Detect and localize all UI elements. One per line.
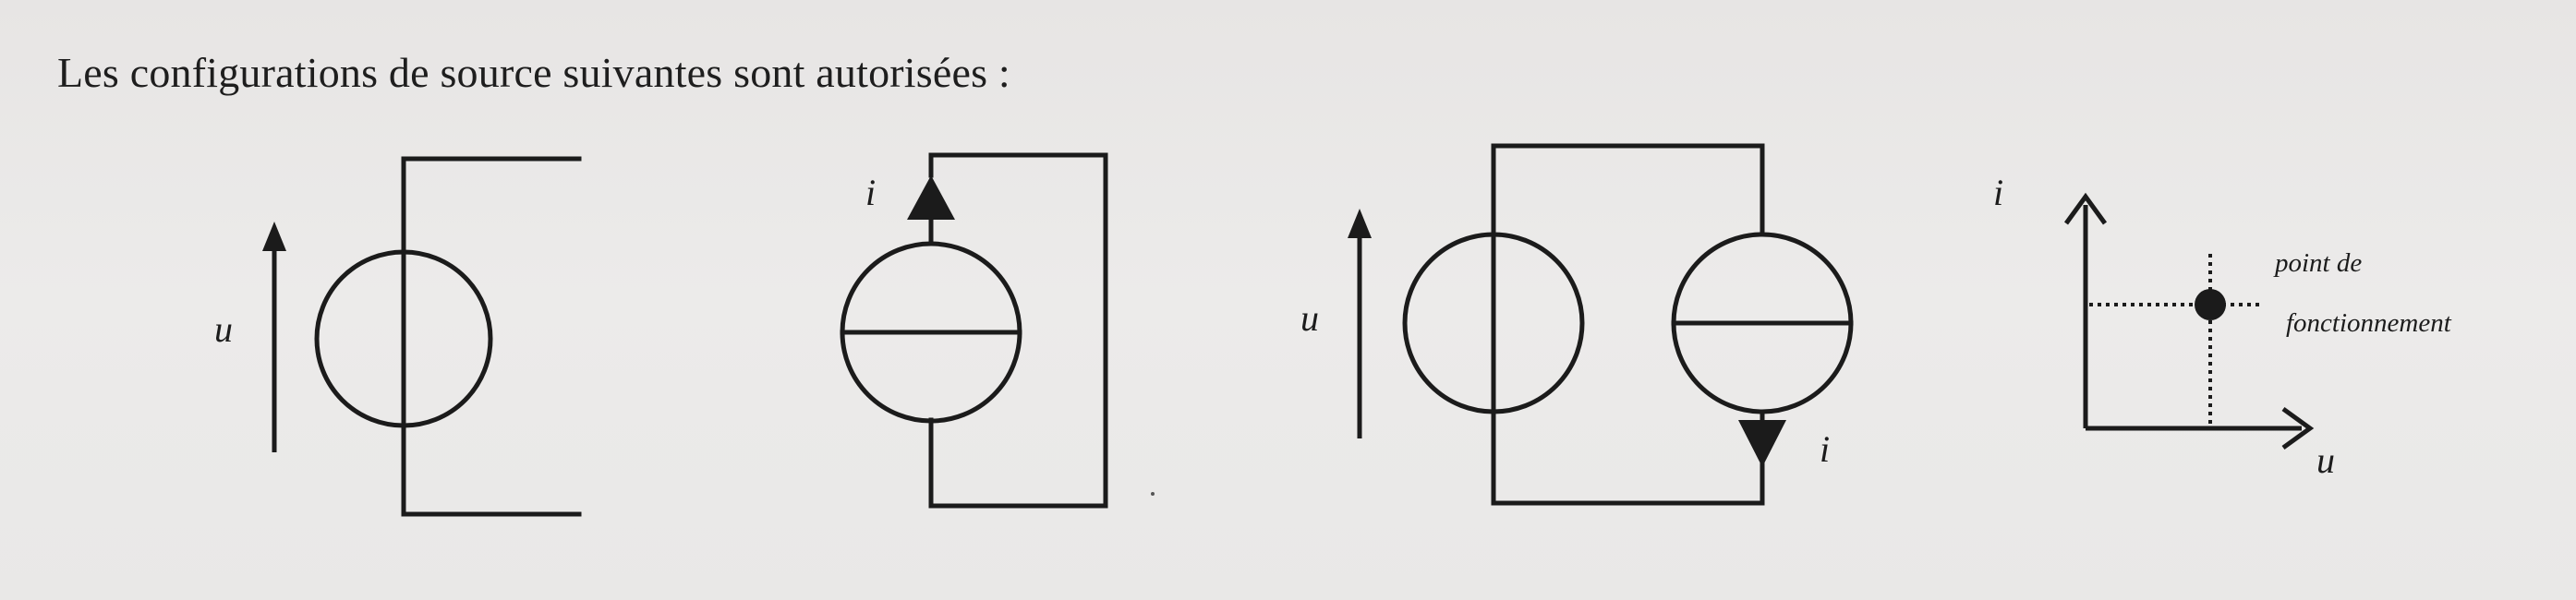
graph-y-label: i xyxy=(1993,172,2004,213)
config-current-source-loop xyxy=(842,155,1155,506)
voltage-label-u-3: u xyxy=(1300,297,1319,339)
voltage-arrowhead xyxy=(262,222,286,251)
graph-x-label: u xyxy=(2316,439,2335,481)
config-voltage-source xyxy=(214,159,579,514)
annotation-line-2: fonctionnement xyxy=(2286,308,2451,338)
voltage-arrowhead-3 xyxy=(1348,209,1372,238)
current-arrowhead-down xyxy=(1738,420,1786,467)
instruction-heading: Les configurations de source suivantes sont autorisées : xyxy=(57,49,1010,96)
current-label-i-3: i xyxy=(1820,428,1831,470)
annotation-line-1: point de xyxy=(2275,248,2363,278)
stray-dot xyxy=(1151,492,1155,496)
current-arrowhead-up xyxy=(907,175,955,220)
voltage-label-u: u xyxy=(214,308,233,350)
operating-point-graph xyxy=(1993,172,2452,481)
config-voltage-and-current xyxy=(1300,146,1851,503)
operating-point-dot xyxy=(2195,289,2226,320)
current-label-i: i xyxy=(865,172,877,213)
